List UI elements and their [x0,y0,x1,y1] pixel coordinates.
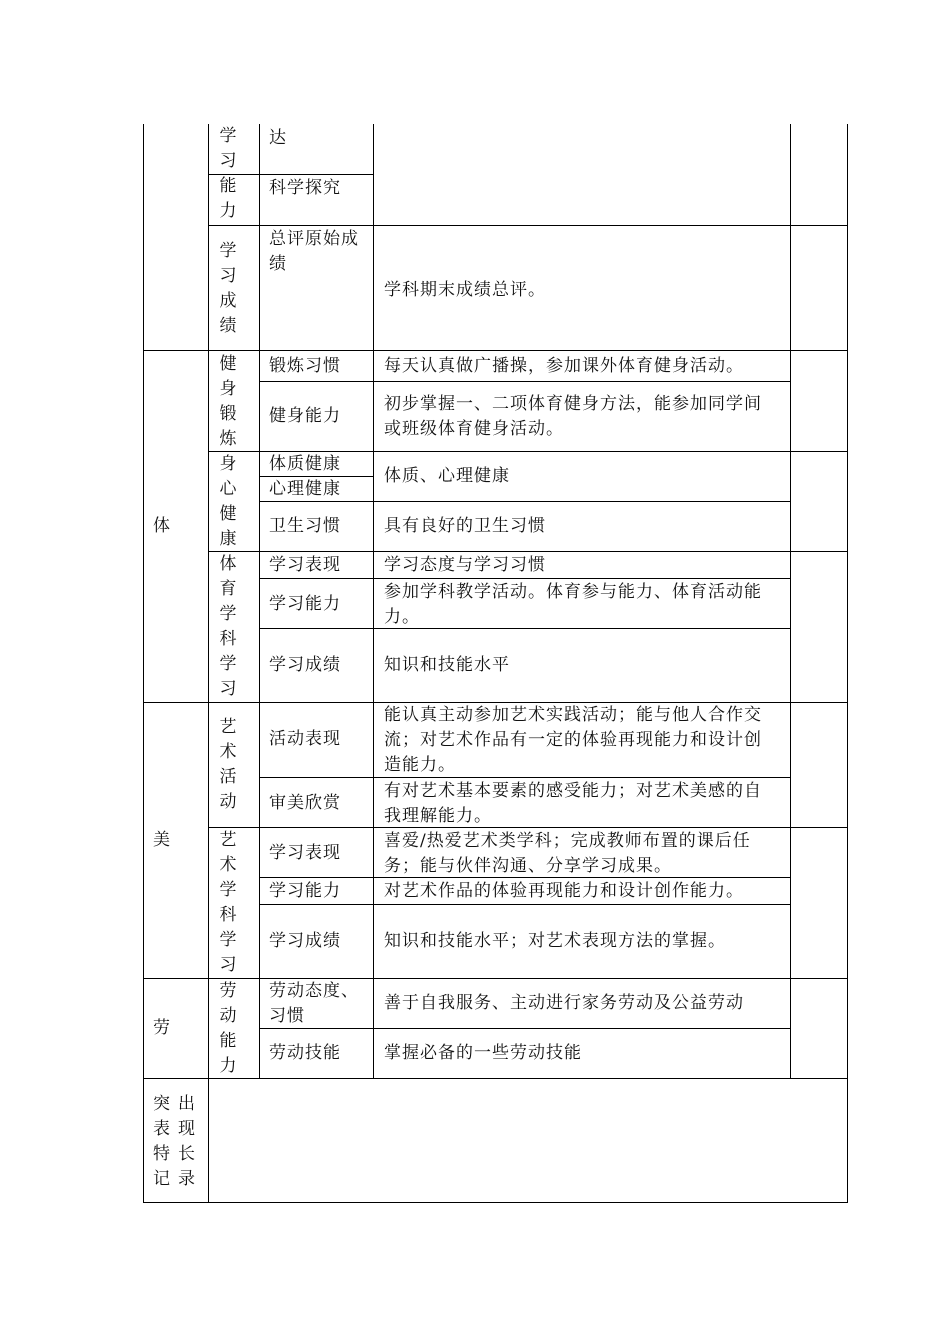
rule [208,124,209,1203]
item-pe-performance: 学习表现 [269,555,341,575]
category-label-ti: 体 [153,516,171,536]
item-art-grade: 学习成绩 [269,931,341,951]
item-aesthetic-appreciation: 审美欣赏 [269,793,341,813]
desc-pe-grade: 知识和技能水平 [384,655,510,675]
rule [847,124,848,1203]
group-label-learning-grade: 学 习 成 绩 [219,241,237,336]
desc-art-grade: 知识和技能水平；对艺术表现方法的掌握。 [384,931,726,951]
item-activity-performance: 活动表现 [269,729,341,749]
item-physical-health: 体质健康 [269,454,341,474]
desc-labor-attitude: 善于自我服务、主动进行家务劳动及公益劳动 [384,993,744,1013]
desc-health: 体质、心理健康 [384,466,510,486]
desc-activity-performance: 能认真主动参加艺术实践活动；能与他人合作交流；对艺术作品有一定的体验再现能力和设计创造能力。 [384,705,762,775]
category-label-lao: 劳 [153,1018,171,1038]
rule [259,904,790,905]
item-overall-raw-grade: 总评原始成绩 [269,229,359,274]
group-label-health: 身 心 健 康 [219,454,237,549]
group-label-art-activity: 艺 术 活 动 [219,717,237,812]
group-label-art-subject: 艺 术 学 科 学 习 [219,830,237,975]
group-label-pe-subject: 体 育 学 科 学 习 [219,554,237,699]
rule [259,381,790,382]
special-record-area[interactable] [209,1079,847,1202]
rule [259,578,790,579]
desc-fitness-ability: 初步掌握一、二项体育健身方法，能参加同学间或班级体育健身活动。 [384,394,762,439]
rule [143,124,144,1203]
desc-art-ability: 对艺术作品的体验再现能力和设计创作能力。 [384,881,744,901]
group-label-exercise: 健 身 锻 炼 [219,354,237,449]
desc-hygiene-habit: 具有良好的卫生习惯 [384,516,546,536]
desc-pe-ability: 参加学科教学活动。体育参与能力、体育活动能力。 [384,582,762,627]
item-mental-health: 心理健康 [269,479,341,499]
rule [209,225,847,226]
rule [143,978,847,979]
item-fitness-ability: 健身能力 [269,406,341,426]
group-label-labor-ability: 劳 动 能 力 [219,981,237,1076]
item-continuation: 达 [269,128,287,148]
group-label-learning-ability: 学 习 能 力 [219,126,237,221]
desc-aesthetic-appreciation: 有对艺术基本要素的感受能力；对艺术美感的自我理解能力。 [384,781,762,826]
item-art-ability: 学习能力 [269,881,341,901]
rule [373,124,374,1079]
item-hygiene-habit: 卫生习惯 [269,516,341,536]
item-labor-attitude: 劳动态度、习惯 [269,981,359,1026]
rule [259,124,260,1079]
rule [790,124,791,1079]
desc-labor-skill: 掌握必备的一些劳动技能 [384,1043,582,1063]
item-art-performance: 学习表现 [269,843,341,863]
item-exercise-habit: 锻炼习惯 [269,356,341,376]
item-labor-skill: 劳动技能 [269,1043,341,1063]
desc-overall-grade: 学科期末成绩总评。 [384,280,546,300]
rule [143,1202,847,1203]
special-record-label: 突出表现特长记录 [153,1094,203,1189]
item-pe-grade: 学习成绩 [269,655,341,675]
desc-pe-performance: 学习态度与学习习惯 [384,555,546,575]
category-label-mei: 美 [153,830,171,850]
item-pe-ability: 学习能力 [269,594,341,614]
rule [143,350,847,351]
desc-art-performance: 喜爱/热爱艺术类学科；完成教师布置的课后任务；能与伙伴沟通、分享学习成果。 [384,831,751,876]
desc-exercise-habit: 每天认真做广播操，参加课外体育健身活动。 [384,356,744,376]
rule [209,551,847,552]
item-science-inquiry: 科学探究 [269,178,341,198]
